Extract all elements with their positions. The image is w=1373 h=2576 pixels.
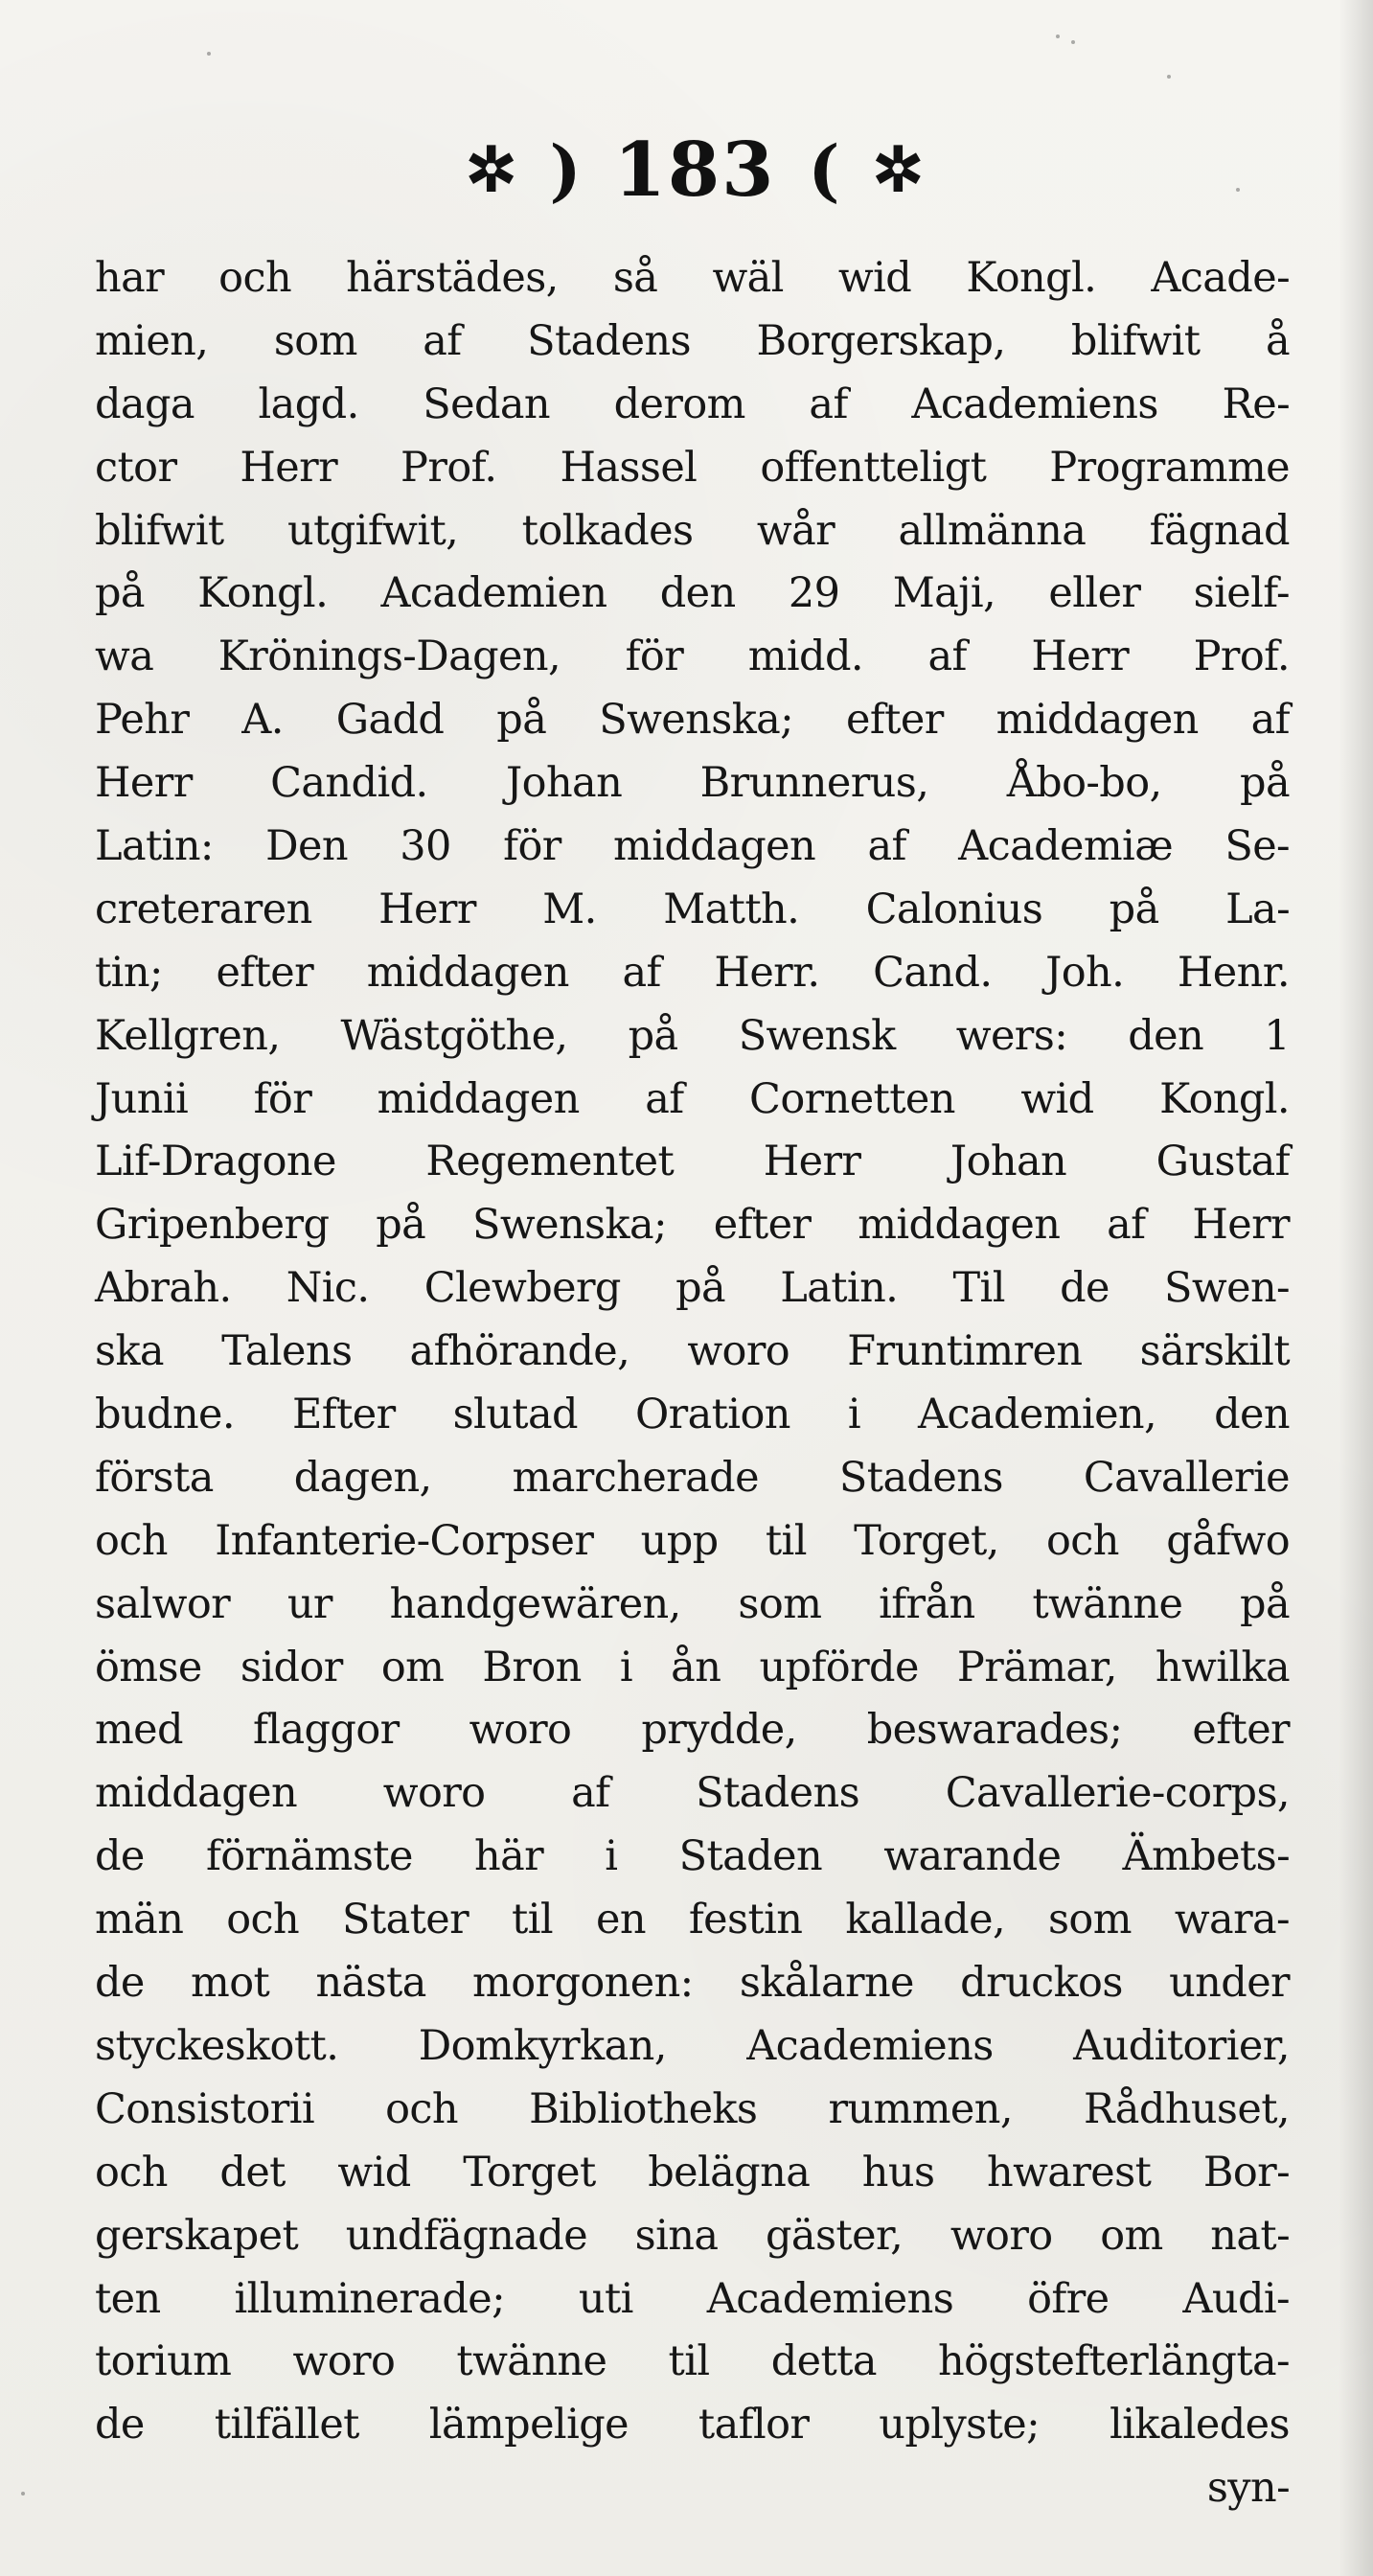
body-text xyxy=(95,247,1290,2520)
text-line: torium woro twänne til detta högstefterlängta- xyxy=(95,2337,1290,2386)
text-line: Abrah. Nic. Clewberg på Latin. Til de Swen- xyxy=(95,1264,1290,1313)
text-line: tin; efter middagen af Herr. Cand. Joh. Henr. xyxy=(95,948,1290,997)
text-line: ten illuminerade; uti Academiens öfre Audi- xyxy=(95,2274,1290,2323)
text-line: Junii för middagen af Cornetten wid Kongl. xyxy=(95,1074,1290,1123)
text-line: styckeskott. Domkyrkan, Academiens Auditorier, xyxy=(95,2021,1290,2070)
text-line: Kellgren, Wästgöthe, på Swensk wers: den 1 xyxy=(95,1011,1290,1060)
right-ornament-icon: ✲ xyxy=(872,134,925,206)
text-line: på Kongl. Academien den 29 Maji, eller sielf- xyxy=(95,569,1290,618)
text-line: män och Stater til en festin kallade, som wara- xyxy=(95,1896,1290,1944)
ink-speck xyxy=(1167,75,1171,79)
text-line: middagen woro af Stadens Cavallerie-corps, xyxy=(95,1769,1290,1818)
text-line: blifwit utgifwit, tolkades wår allmänna fägnad xyxy=(95,506,1290,555)
text-line: med flaggor woro prydde, beswarades; efter xyxy=(95,1706,1290,1755)
page-number: 183 xyxy=(613,126,776,214)
text-line: budne. Efter slutad Oration i Academien, den xyxy=(95,1391,1290,1439)
text-line: creteraren Herr M. Matth. Calonius på La- xyxy=(95,885,1290,933)
text-line: daga lagd. Sedan derom af Academiens Re- xyxy=(95,380,1290,428)
text-line: första dagen, marcherade Stadens Cavallerie xyxy=(95,1453,1290,1502)
text-line: de mot nästa morgonen: skålarne druckos under xyxy=(95,1959,1290,2008)
text-line: de förnämste här i Staden warande Ämbets- xyxy=(95,1832,1290,1881)
left-bracket: ) xyxy=(549,130,582,210)
catchword: syn- xyxy=(1206,2464,1290,2513)
text-line: ska Talens afhörande, woro Fruntimren särskilt xyxy=(95,1327,1290,1376)
text-line: salwor ur handgewären, som ifrån twänne på xyxy=(95,1579,1290,1628)
text-line: mien, som af Stadens Borgerskap, blifwit å xyxy=(95,316,1290,365)
text-line: ömse sidor om Bron i ån upförde Prämar, hwilka xyxy=(95,1643,1290,1691)
text-line: Gripenberg på Swenska; efter middagen af Herr xyxy=(95,1201,1290,1250)
text-line: och det wid Torget belägna hus hwarest Bor- xyxy=(95,2148,1290,2196)
ink-speck xyxy=(1236,188,1240,192)
ink-speck xyxy=(21,2492,25,2496)
text-line: wa Krönings-Dagen, för midd. af Herr Prof. xyxy=(95,632,1290,681)
text-line: Pehr A. Gadd på Swenska; efter middagen af xyxy=(95,696,1290,745)
page-edge-shadow xyxy=(1339,0,1373,2576)
text-line: Lif-Dragone Regementet Herr Johan Gustaf xyxy=(95,1138,1290,1186)
text-line: och Infanterie-Corpser upp til Torget, och gåfwo xyxy=(95,1516,1290,1565)
text-line: Latin: Den 30 för middagen af Academiæ Se- xyxy=(95,822,1290,871)
text-line: gerskapet undfägnade sina gäster, woro om nat- xyxy=(95,2211,1290,2260)
text-line: Herr Candid. Johan Brunnerus, Åbo-bo, på xyxy=(95,759,1290,808)
left-ornament-icon: ✲ xyxy=(465,134,517,206)
right-bracket: ( xyxy=(808,130,840,210)
text-line: de tilfället lämpelige taflor uplyste; likaledes xyxy=(95,2401,1290,2450)
ink-speck xyxy=(207,52,211,56)
ink-speck xyxy=(1056,34,1060,38)
text-line: ctor Herr Prof. Hassel offentteligt Programme xyxy=(95,443,1290,492)
text-line: har och härstädes, så wäl wid Kongl. Acade- xyxy=(95,254,1290,302)
page-header xyxy=(388,123,1001,218)
text-line: Consistorii och Bibliotheks rummen, Rådhuset, xyxy=(95,2084,1290,2133)
ink-speck xyxy=(1071,40,1075,44)
